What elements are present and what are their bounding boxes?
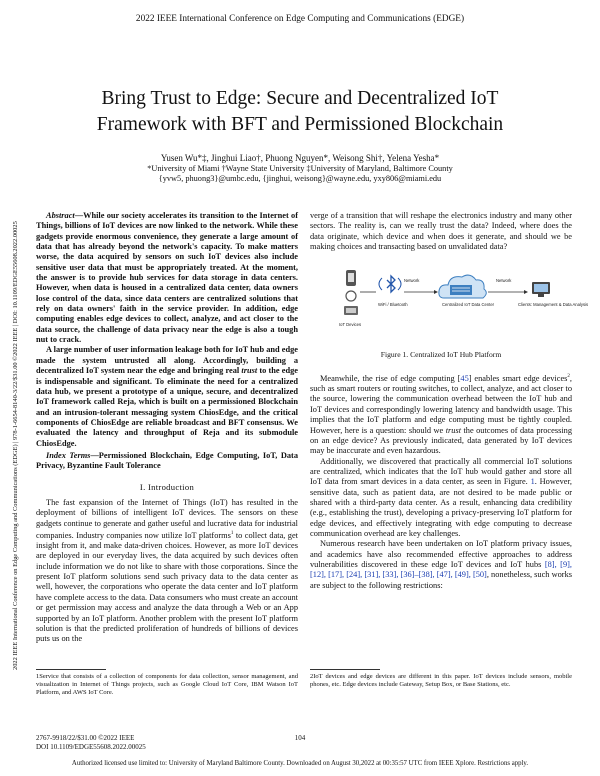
footnote-2: 2IoT devices and edge devices are different in this paper. IoT devices include sensors, mobile phones, etc. Edge devices include Gateway, Setup Box, or Base Stations, etc. [310,673,572,688]
index-terms: Index Terms—Permissioned Blockchain, Edge Computing, IoT, Data Privacy, Byzantine Fault Tolerance [36,450,298,471]
network-label-left: Network [404,278,420,283]
iot-devices-label: IoT Devices [339,322,362,327]
footnote-mark-2[interactable]: 2 [567,374,570,379]
author-list: Yusen Wu*‡, Jinghui Liao†, Phuong Nguyen*, Weisong Shi†, Yelena Yesha* [160,153,440,163]
cloud-data-center-icon [439,275,486,298]
title-line-1: Bring Trust to Edge: Secure and Decentralized IoT [101,88,499,109]
abstract-paragraph-1: Abstract—While our society accelerates its transition to the Internet of Things, billions of IoT devices are now linked to the network. While these gadgets provide enormous convenience, they generate a large amount of data that has already beyond the network's capacity. To make matters worse, the data acquired by sensors on such IoT devices also include sensitive user data that must be appropriately treated. At the moment, the answer is to provide hub services for data storage in data centers. However, when data is housed in a centralized data center, data owners lose control of the data, since data centers are centralized solutions that rely on data owners' faith in the service provider. In addition, edge computing enables edge devices to collect, analyze, and act closer to the data source, the challenge of data privacy near the edge is also a tough nut to crack. [36,211,298,345]
footer-doi: DOI 10.1109/EDGE55608.2022.00025 [36,743,146,751]
paper-title [40,86,560,138]
email-line: {yvw5, phuong3}@umbc.edu, {jinghui, weisong}@wayne.edu, yxy806@miami.edu [158,174,442,183]
footer-isbn: 2767-9918/22/$31.00 ©2022 IEEE [36,734,135,742]
footnote-rule-left [36,669,106,670]
wifi-bluetooth-icon [379,276,401,292]
right-paragraph-0: verge of a transition that will reshape the electronics industry and many other sectors. The reality is, can we really trust the data? Indeed, where does the data originate, which device and when does it generate, and should we be making choices and transacting based on unvalidated data? [310,211,572,252]
right-paragraph-3: Numerous research have been undertaken on IoT platform privacy issues, and academics have also recommended effective approaches to address vulnerabilities discovered in these edge IoT devices and IoT hubs [8], [9], [12], [17], [24], [31], [33], [36]–[38], [47], [49], [50], nonetheless, such works are subject to the following restrictions: [310,539,572,590]
citation-45[interactable]: 45 [460,373,469,383]
abstract-section [36,211,298,645]
intro-heading: I. Introduction [139,481,195,492]
footnote-rule-right [310,669,380,670]
footnote-mark-1[interactable]: 1 [230,530,234,536]
wifi-label: WiFi / Bluetooth [378,302,408,307]
intro-paragraph-1: The fast expansion of the Internet of Things (IoT) has resulted in the deployment of billions of intelligent IoT devices. The sensors on these gadgets continue to generate and gather useful and lucrative data for industrial companies. Industry companies now utilize IoT platforms$^1$ to collect data, get insight from it, and make data-driven choices. However, as more IoT devices are deployed in our everyday lives, the data acquired by such devices often include information we do not like to share with those corporations. Since the present IoT platform solutions send such privacy data to the data center as well, however, the corporations who operate the data center and IoT platform have complete access to the data. Data consumers who must create an account or get permission may access and analyze the data through a Web or an App supported by an IoT platform. Another problem with the present IoT platform solution is that the predicted proliferation of hundreds of billions of devices puts us on the [36,497,299,644]
right-paragraph-2: Additionally, we discovered that practically all commercial IoT solutions are centralized, which indicates that the IoT hub would gather and store all IoT data from smart devices in a data center, as seen in Figure. 1. However, sensitive data, such as patient data, are not desired to be made public or shared with a third-party data center. As a result, enhancing data credibility (e.g., establishing the trust), developing a privacy-preserving IoT platform for edge devices, and effectively integrating with edge computing to decrease communication overhead are key challenges. [310,456,572,538]
license-notice: Authorized licensed use limited to: University of Maryland Baltimore County. Downloaded on August 30,2022 at 00:35:57 UTC from IEEE Xplore. Restrictions apply. [71,760,529,767]
intro-body [36,498,298,645]
doi-sidebar-text: 2022 IEEE International Conference on Edge Computing and Communications (EDGE) | 978-1-6654-8140-3/22/$31.00 ©2022 IEEE | DOI: 10.1109/EDGE55608.2022.00025 [12,221,19,670]
title-line-2: Framework with BFT and Permissioned Blockchain [96,114,504,135]
doi-sidebar [4,110,20,670]
affiliation-line: *University of Miami †Wayne State University ‡University of Maryland, Baltimore County [147,164,453,173]
figure-1-caption: Figure 1. Centralized IoT Hub Platform [380,350,502,359]
index-terms-label: Index Terms [46,450,91,460]
figure-1-diagram [312,246,589,346]
clients-label: Clients: Management & Data Analysis [518,302,589,307]
iot-devices-icon [344,270,358,315]
clients-icon [532,282,550,297]
abstract-paragraph-2: A large number of user information leakage both for IoT hub and edge made the system untrusted all along. Accordingly, building a decentralized IoT system near the edge and bringing real trust to the edge is indispensable and significant. To eliminate the need for a centralized data hub, we present a prototype of a unique, secure, and decentralized IoT framework called Reja, which is built on a permissioned Blockchain and an intrusion-tolerant messaging system ChiosEdge, and the critical components of ChiosEdge are reliable broadcast and BFT consensus. We evaluated the latency and throughput of Reja and its submodule ChiosEdge. [36,345,298,448]
affiliations [40,164,560,184]
data-center-label: Centralized IoT Data Center [442,302,495,307]
network-label-right: Network [496,278,512,283]
citation-list[interactable]: [8], [9], [12], [17], [24], [31], [33], [36]–[38], [47], [49], [50] [310,559,572,580]
page-number: 104 [294,734,306,742]
right-paragraph-1: Meanwhile, the rise of edge computing [45] enables smart edge devices$^2$, such as smart routers or routing switches, to collect, analyze, and act closer to the source, lowering the communication overhead between the IoT hub and IoT devices and correspondingly lowering latency and bandwidth usage. This implies that the IoT platform and edge computing must be tightly coupled. However, here is a question: should we trust the outcomes of data processing on an edge device? As previously indicated, data generated by IoT devices may be inaccurate and even hazardous. [310,373,573,456]
figure-1-link[interactable]: 1 [530,477,535,487]
abstract-label: Abstract— [46,211,84,220]
right-column-body [310,372,572,591]
footnote-1: 1Service that consists of a collection of components for data collection, sensor management, and visualization in Internet of Things projects, such as Google Cloud IoT Core, IBM Watson IoT Platform, and AWS IoT Core. [36,673,298,696]
conference-header: 2022 IEEE International Conference on Edge Computing and Communications (EDGE) [135,14,465,24]
